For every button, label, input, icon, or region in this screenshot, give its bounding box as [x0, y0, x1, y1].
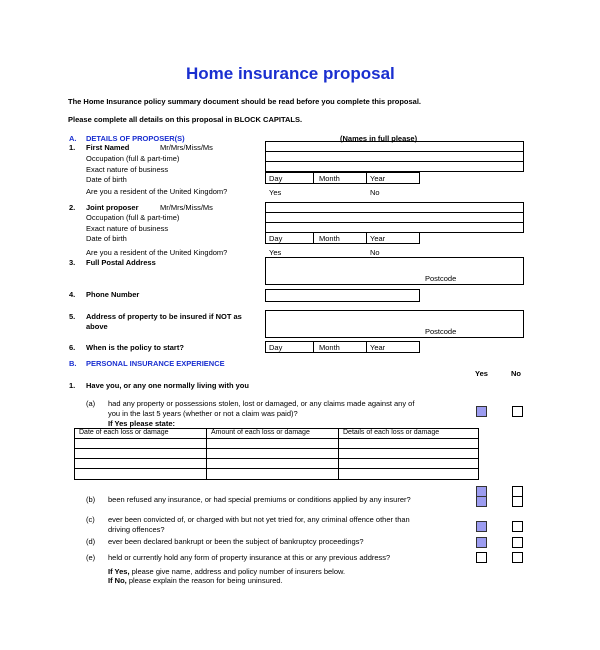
q1-titles: Mr/Mrs/Miss/Ms — [160, 143, 213, 152]
table-divider-1 — [206, 428, 207, 480]
q2-year-label: Year — [370, 234, 386, 243]
a-label: (a) — [86, 399, 96, 408]
q2-month-label: Month — [319, 234, 340, 243]
table-row-line-2 — [74, 448, 479, 449]
note-if-yes-bold: If Yes, — [108, 567, 130, 576]
b-label: (b) — [86, 495, 96, 504]
q3-number: 3. — [69, 258, 76, 267]
q1-business-field[interactable] — [265, 161, 524, 172]
e-yes-checkbox[interactable] — [476, 552, 487, 563]
q1-month-label: Month — [319, 174, 340, 183]
table-header-details: Details of each loss or damage — [343, 429, 440, 436]
intro-line-1: The Home Insurance policy summary document should be read before you complete this proposal. — [68, 97, 421, 106]
table-row-line-1 — [74, 438, 479, 439]
q5-number: 5. — [69, 312, 76, 321]
q6-year-label: Year — [370, 343, 386, 352]
table-row-line-3 — [74, 458, 479, 459]
section-a-letter: A. — [69, 134, 77, 143]
a-yes-checkbox[interactable] — [476, 406, 487, 417]
b-q1-text: Have you, or any one normally living with you — [86, 381, 249, 390]
c-no-checkbox[interactable] — [512, 521, 523, 532]
q3-address-field[interactable] — [265, 257, 524, 285]
section-b-heading: PERSONAL INSURANCE EXPERIENCE — [86, 359, 225, 368]
q2-dob-label: Date of birth — [86, 234, 127, 243]
b-text: been refused any insurance, or had special premiums or conditions applied by any insurer? — [108, 495, 411, 504]
q1-day-label: Day — [269, 174, 283, 183]
q1-no-option[interactable]: No — [370, 188, 380, 197]
note-if-no-bold: If No, — [108, 576, 127, 585]
note-if-yes — [108, 567, 345, 576]
d-text: ever been declared bankrupt or been the subject of bankruptcy proceedings? — [108, 537, 364, 546]
q2-no-option[interactable]: No — [370, 248, 380, 257]
q6-month-label: Month — [319, 343, 340, 352]
note-if-no-rest: please explain the reason for being uninsured. — [126, 576, 283, 585]
c-line-1: ever been convicted of, or charged with but not yet tried for, any criminal offence other than — [108, 515, 410, 524]
q3-postcode-label: Postcode — [425, 274, 457, 283]
q2-yes-option[interactable]: Yes — [269, 248, 282, 257]
q4-number: 4. — [69, 290, 76, 299]
q1-number: 1. — [69, 143, 76, 152]
q6-day-label: Day — [269, 343, 283, 352]
d-no-checkbox[interactable] — [512, 537, 523, 548]
a-no-checkbox[interactable] — [512, 406, 523, 417]
b-q1-number: 1. — [69, 381, 76, 390]
q6-label: When is the policy to start? — [86, 343, 184, 352]
q5-label-line-2: above — [86, 322, 108, 331]
q4-phone-field[interactable] — [265, 289, 420, 302]
table-divider-2 — [338, 428, 339, 480]
e-text: held or currently hold any form of property insurance at this or any previous address? — [108, 553, 391, 562]
q2-titles: Mr/Mrs/Miss/Ms — [160, 203, 213, 212]
q5-property-address-field[interactable] — [265, 310, 524, 338]
section-b-letter: B. — [69, 359, 77, 368]
q4-label: Phone Number — [86, 290, 140, 299]
page-title: Home insurance proposal — [186, 64, 395, 83]
q2-label: Joint proposer — [86, 203, 139, 212]
q2-day-label: Day — [269, 234, 283, 243]
a-line-1: had any property or possessions stolen, lost or damaged, or any claims made against any of — [108, 399, 415, 408]
q1-occupation-label: Occupation (full & part-time) — [86, 154, 180, 163]
q1-label: First Named — [86, 143, 130, 152]
table-header-amount: Amount of each loss or damage — [211, 429, 310, 436]
c-line-2: driving offences? — [108, 525, 165, 534]
q1-resident-question: Are you a resident of the United Kingdom? — [86, 187, 228, 196]
d-yes-checkbox[interactable] — [476, 537, 487, 548]
section-a-heading: DETAILS OF PROPOSER(S) — [86, 134, 185, 143]
table-row-line-4 — [74, 468, 479, 469]
q2-resident-question: Are you a resident of the United Kingdom? — [86, 248, 228, 257]
names-header: (Names in full please) — [340, 134, 418, 143]
no-column-header: No — [511, 369, 521, 378]
q6-number: 6. — [69, 343, 76, 352]
table-header-date: Date of each loss or damage — [79, 429, 169, 436]
note-if-no — [108, 576, 283, 585]
note-if-yes-rest: please give name, address and policy number of insurers below. — [129, 567, 346, 576]
q2-occupation-label: Occupation (full & part-time) — [86, 213, 180, 222]
q2-number: 2. — [69, 203, 76, 212]
q2-business-label: Exact nature of business — [86, 224, 169, 233]
q1-yes-option[interactable]: Yes — [269, 188, 282, 197]
a-line-2: you in the last 5 years (whether or not a claim was paid)? — [108, 409, 298, 418]
q1-dob-label: Date of birth — [86, 175, 127, 184]
b-no-checkbox-2[interactable] — [512, 496, 523, 507]
c-yes-checkbox[interactable] — [476, 521, 487, 532]
e-label: (e) — [86, 553, 96, 562]
a-line-3: If Yes please state: — [108, 419, 175, 428]
yes-column-header: Yes — [475, 369, 488, 378]
q5-postcode-label: Postcode — [425, 327, 457, 336]
q3-label: Full Postal Address — [86, 258, 156, 267]
intro-line-2: Please complete all details on this proposal in BLOCK CAPITALS. — [68, 115, 303, 124]
e-no-checkbox[interactable] — [512, 552, 523, 563]
q1-business-label: Exact nature of business — [86, 165, 169, 174]
c-label: (c) — [86, 515, 95, 524]
q1-year-label: Year — [370, 174, 386, 183]
b-yes-checkbox-2[interactable] — [476, 496, 487, 507]
d-label: (d) — [86, 537, 96, 546]
q5-label-line-1: Address of property to be insured if NOT as — [86, 312, 242, 321]
